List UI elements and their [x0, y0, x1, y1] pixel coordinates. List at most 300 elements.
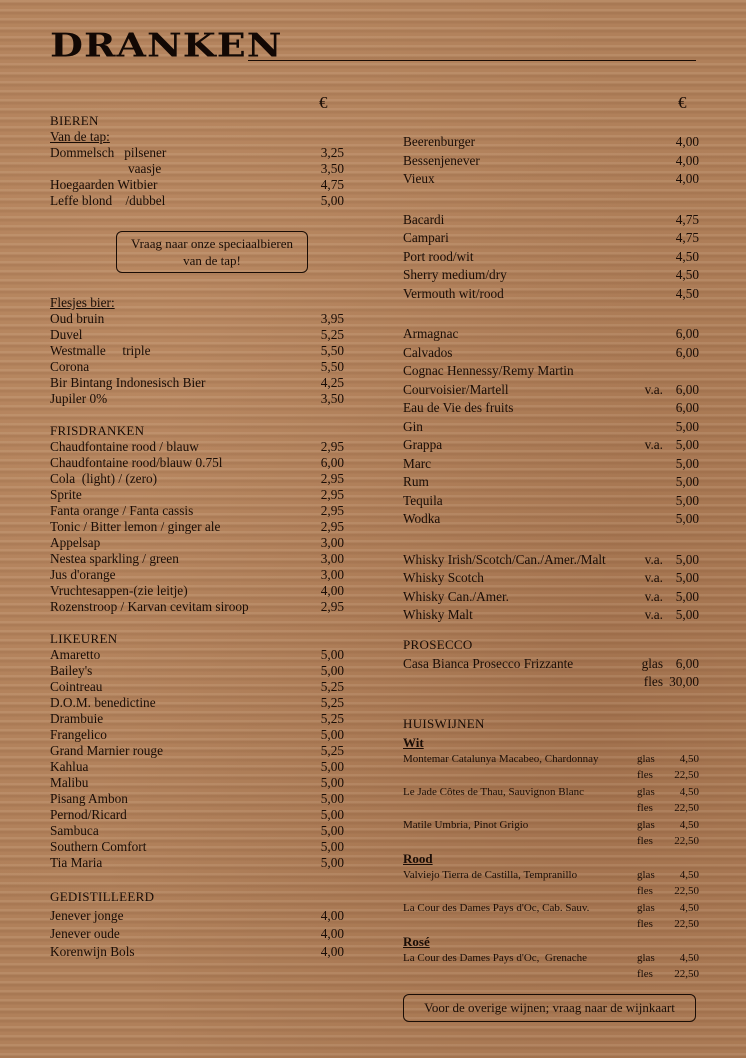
wine-name-spacer: [403, 916, 637, 933]
item-price: 5,00: [320, 663, 344, 678]
item-prefix: [631, 266, 663, 285]
item-prefix: [631, 344, 663, 363]
item-price: 6,00: [675, 326, 699, 341]
item-price: 2,95: [320, 439, 344, 454]
bottle-price: 22,50: [674, 885, 699, 897]
wine-row: [403, 767, 699, 784]
wine-row: [403, 900, 699, 917]
item-price: 6,00: [675, 381, 699, 397]
item-price: 5,00: [675, 437, 699, 452]
item-name: Bir Bintang Indonesisch Bier: [50, 375, 206, 390]
glass-price: 4,50: [679, 951, 699, 964]
menu-item: [403, 473, 699, 492]
glass-price: 4,50: [679, 868, 699, 881]
menu-item: [403, 551, 699, 570]
menu-item: [50, 519, 344, 535]
item-name: Malibu: [50, 775, 89, 790]
item-price: 4,25: [320, 375, 344, 390]
menu-item: [403, 344, 699, 363]
bottle-label: fles: [637, 885, 653, 897]
menu-item: [50, 535, 344, 551]
wine-glass-price: [637, 867, 699, 884]
menu-item: [50, 695, 344, 711]
item-prefix: [631, 510, 663, 529]
item-name: Chaudfontaine rood / blauw: [50, 439, 199, 454]
item-name: Bacardi: [403, 211, 445, 227]
item-price: 4,00: [675, 134, 699, 149]
item-price: [669, 362, 699, 381]
menu-item: [50, 567, 344, 583]
menu-item: [50, 311, 344, 327]
bottle-price: 22,50: [674, 968, 699, 980]
item-name: Rozenstroop / Karvan cevitam siroop: [50, 599, 249, 614]
item-price: 3,00: [320, 535, 344, 550]
bottle-price: 22,50: [674, 918, 699, 930]
item-price: 5,50: [320, 343, 344, 358]
wine-glass-price: [637, 817, 699, 834]
menu-item: [50, 743, 344, 759]
item-name: vaasje: [128, 161, 162, 176]
item-price: 4,00: [320, 926, 344, 941]
item-name: Marc: [403, 455, 432, 471]
bottle-price: 22,50: [674, 835, 699, 847]
item-price: 4,00: [320, 583, 344, 598]
item-name: Jenever oude: [50, 926, 120, 941]
right-column: [403, 133, 699, 983]
item-price: 5,00: [320, 759, 344, 774]
item-price: 5,25: [320, 327, 344, 342]
item-name: Casa Bianca Prosecco Frizzante: [403, 655, 574, 671]
item-price: 5,00: [320, 855, 344, 870]
glass-price: 4,50: [679, 901, 699, 914]
wine-name-spacer: [403, 800, 637, 817]
item-name: Jus d'orange: [50, 567, 116, 582]
bottle-label: fles: [637, 968, 653, 980]
liquor-group-1: [403, 133, 699, 189]
item-name: Rum: [403, 474, 429, 489]
bottle-label: fles: [637, 802, 653, 814]
menu-item: [50, 791, 344, 807]
menu-item: [50, 161, 344, 177]
item-price: 2,95: [320, 599, 344, 614]
wine-row: [403, 867, 699, 884]
item-name: Whisky Malt: [403, 607, 473, 622]
menu-item: [403, 211, 699, 230]
menu-item: [403, 152, 699, 171]
item-name: Southern Comfort: [50, 839, 147, 854]
item-name: Appelsap: [50, 535, 101, 550]
glass-label: glas: [637, 785, 655, 798]
prosecco-list: [403, 655, 699, 692]
item-price: 5,00: [675, 607, 699, 622]
item-price: 3,00: [320, 551, 344, 566]
glass-price: 4,50: [679, 752, 699, 765]
item-name: Fanta orange / Fanta cassis: [50, 503, 194, 518]
menu-item: [50, 727, 344, 743]
item-name: Oud bruin: [50, 311, 105, 326]
item-name: Vruchtesappen-(zie leitje): [50, 583, 188, 598]
glass-price: 4,50: [679, 785, 699, 798]
item-name: Whisky Can./Amer.: [403, 588, 509, 604]
item-name: Wodka: [403, 511, 441, 526]
item-name: Pisang Ambon: [50, 791, 128, 806]
item-prefix: [631, 362, 663, 381]
wijnkaart-callout: Voor de overige wijnen; vraag naar de wijnkaart: [403, 994, 696, 1022]
item-price: 6,00: [675, 344, 699, 360]
menu-item: [50, 375, 344, 391]
title-rule: [248, 60, 696, 61]
wine-row: [403, 817, 699, 834]
item-name: Eau de Vie des fruits: [403, 400, 514, 415]
wine-name: Montemar Catalunya Macabeo, Chardonnay: [403, 752, 599, 765]
item-name: Bailey's: [50, 663, 93, 678]
item-price: 5,25: [320, 711, 344, 726]
menu-item: [50, 391, 344, 407]
item-price: 5,00: [320, 791, 344, 806]
menu-item: [403, 492, 699, 511]
item-name: Duvel: [50, 327, 83, 342]
subheading-rose: Rosé: [403, 933, 430, 949]
item-name: Calvados: [403, 344, 453, 360]
menu-item: [403, 285, 699, 304]
wine-bottle-price: [637, 916, 699, 933]
item-price: 5,00: [675, 418, 699, 434]
item-name: [403, 673, 631, 692]
item-prefix: [631, 133, 663, 152]
menu-item: [403, 266, 699, 285]
liquor-group-2: [403, 211, 699, 304]
glass-price: 4,50: [679, 818, 699, 831]
item-prefix: fles: [643, 674, 663, 689]
item-price: 4,75: [675, 211, 699, 227]
item-name: Whisky Scotch: [403, 570, 484, 585]
wine-row: [403, 966, 699, 983]
menu-item: [50, 327, 344, 343]
liquor-group-3: [403, 325, 699, 529]
menu-item: [50, 599, 344, 615]
item-prefix: [631, 492, 663, 511]
wine-row: [403, 784, 699, 801]
item-name: Grand Marnier rouge: [50, 743, 163, 758]
item-price: 5,25: [320, 743, 344, 758]
item-price: 4,50: [675, 285, 699, 301]
item-price: 5,25: [320, 679, 344, 694]
item-name: Cognac Hennessy/Remy Martin: [403, 363, 574, 378]
wine-row: [403, 800, 699, 817]
item-prefix: [631, 211, 663, 230]
wine-glass-price: [637, 950, 699, 967]
item-price: 4,00: [675, 171, 699, 186]
rose-wine-list: [403, 950, 699, 983]
item-price: 6,00: [320, 455, 344, 470]
item-name: Chaudfontaine rood/blauw 0.75l: [50, 455, 223, 470]
item-price: 5,25: [320, 695, 344, 710]
menu-item: [403, 455, 699, 474]
menu-item: [403, 436, 699, 455]
item-price: 5,00: [320, 647, 344, 662]
item-name: Drambuie: [50, 711, 104, 726]
subheading-flesjes-bier: Flesjes bier:: [50, 295, 115, 310]
item-name: D.O.M. benedictine: [50, 695, 156, 710]
item-prefix: [631, 455, 663, 474]
item-prefix: [631, 325, 663, 344]
item-name: Sherry medium/dry: [403, 267, 507, 282]
tap-list: [50, 145, 344, 209]
likeuren-list: [50, 647, 344, 871]
currency-symbol-right: €: [678, 93, 687, 112]
bottle-label: fles: [637, 769, 653, 781]
item-name: Grappa: [403, 437, 443, 452]
rood-wine-list: [403, 867, 699, 933]
item-name: Vermouth wit/rood: [403, 285, 504, 301]
item-price: 3,95: [320, 311, 344, 326]
item-price: 2,95: [320, 487, 344, 502]
item-price: 5,00: [675, 474, 699, 489]
item-name: Beerenburger: [403, 134, 476, 149]
wine-name: La Cour des Dames Pays d'Oc, Cab. Sauv.: [403, 901, 590, 914]
menu-item: [50, 439, 344, 455]
wine-row: [403, 916, 699, 933]
item-prefix: [631, 170, 663, 189]
menu-item: [50, 759, 344, 775]
menu-item: [50, 663, 344, 679]
page-title: DRANKEN: [50, 26, 283, 65]
wine-row: [403, 950, 699, 967]
item-prefix: [631, 248, 663, 267]
item-prefix: v.a.: [644, 381, 663, 397]
glass-label: glas: [637, 752, 655, 765]
item-name: Cola (light) / (zero): [50, 471, 158, 486]
menu-item: [403, 569, 699, 588]
item-name: Cointreau: [50, 679, 103, 694]
menu-item: [403, 606, 699, 625]
wine-name: Valviejo Tierra de Castilla, Tempranillo: [403, 868, 578, 881]
wine-name-spacer: [403, 767, 637, 784]
item-name: Leffe blond /dubbel: [50, 193, 166, 208]
wine-name-spacer: [403, 966, 637, 983]
menu-item: [403, 133, 699, 152]
section-heading-bieren: BIEREN: [50, 113, 99, 128]
menu-item: [403, 325, 699, 344]
wine-row: [403, 833, 699, 850]
menu-item: [50, 343, 344, 359]
wine-name: Le Jade Côtes de Thau, Sauvignon Blanc: [403, 785, 584, 798]
item-price: 5,00: [675, 511, 699, 526]
whisky-group: [403, 551, 699, 625]
menu-item: [50, 359, 344, 375]
menu-item: [50, 807, 344, 823]
wine-name-spacer: [403, 883, 637, 900]
menu-item: [50, 145, 344, 161]
item-price: 4,75: [320, 177, 344, 192]
bottle-price: 22,50: [674, 802, 699, 814]
subheading-rood: Rood: [403, 850, 433, 866]
menu-item: [50, 583, 344, 599]
wine-bottle-price: [637, 767, 699, 784]
item-prefix: [631, 229, 663, 248]
item-name: Tequila: [403, 492, 443, 508]
item-price: 3,50: [320, 161, 344, 176]
item-name: Armagnac: [403, 326, 459, 341]
section-heading-gedistilleerd: GEDISTILLEERD: [50, 889, 155, 904]
item-name: Sambuca: [50, 823, 99, 838]
currency-symbol-left: €: [319, 93, 328, 112]
menu-item: [50, 839, 344, 855]
menu-item: [403, 510, 699, 529]
menu-item: [50, 711, 344, 727]
menu-item: [403, 673, 699, 692]
wine-bottle-price: [637, 800, 699, 817]
item-price: 2,95: [320, 519, 344, 534]
item-price: 5,50: [320, 359, 344, 374]
item-price: 6,00: [675, 655, 699, 671]
menu-item: [50, 177, 344, 193]
item-name: Amaretto: [50, 647, 101, 662]
item-prefix: [631, 399, 663, 418]
wine-glass-price: [637, 900, 699, 917]
item-name: Whisky Irish/Scotch/Can./Amer./Malt: [403, 551, 606, 567]
section-heading-huiswijnen: HUISWIJNEN: [403, 715, 485, 731]
item-price: 5,00: [675, 588, 699, 604]
item-price: 3,50: [320, 391, 344, 406]
item-prefix: [631, 285, 663, 304]
glass-label: glas: [637, 868, 655, 881]
glass-label: glas: [637, 818, 655, 831]
item-price: 5,00: [675, 455, 699, 471]
menu-item: [50, 823, 344, 839]
item-price: 5,00: [320, 823, 344, 838]
item-name: Dommelsch pilsener: [50, 145, 167, 160]
item-price: 5,00: [675, 492, 699, 508]
item-price: 5,00: [320, 775, 344, 790]
frisdranken-list: [50, 439, 344, 615]
item-name: Nestea sparkling / green: [50, 551, 179, 566]
wine-row: [403, 751, 699, 768]
item-prefix: v.a.: [644, 607, 663, 622]
item-name: Corona: [50, 359, 90, 374]
glass-label: glas: [637, 901, 655, 914]
item-name: Vieux: [403, 171, 435, 186]
menu-item: [403, 170, 699, 189]
section-heading-frisdranken: FRISDRANKEN: [50, 423, 145, 438]
glass-label: glas: [637, 951, 655, 964]
menu-item: [403, 418, 699, 437]
item-price: 6,00: [675, 400, 699, 415]
item-name: Tia Maria: [50, 855, 103, 870]
item-name: Jenever jonge: [50, 908, 124, 923]
item-price: 2,95: [320, 471, 344, 486]
wine-row: [403, 883, 699, 900]
item-name: Tonic / Bitter lemon / ginger ale: [50, 519, 221, 534]
item-price: 3,25: [320, 145, 344, 160]
bottle-price: 22,50: [674, 769, 699, 781]
menu-item: [403, 248, 699, 267]
menu-item: [50, 943, 344, 961]
item-price: 4,50: [675, 267, 699, 282]
menu-item: [50, 487, 344, 503]
menu-item: [50, 925, 344, 943]
wine-glass-price: [637, 751, 699, 768]
item-prefix: v.a.: [644, 588, 663, 604]
item-price: 5,00: [320, 193, 344, 208]
menu-item: [50, 855, 344, 871]
wine-bottle-price: [637, 883, 699, 900]
bottle-label: fles: [637, 835, 653, 847]
section-heading-prosecco: PROSECCO: [403, 636, 473, 652]
item-name: Courvoisier/Martell: [403, 381, 509, 397]
subheading-van-de-tap: Van de tap:: [50, 129, 110, 144]
wine-name-spacer: [403, 833, 637, 850]
item-prefix: glas: [641, 655, 663, 671]
menu-item: [50, 503, 344, 519]
item-price: 4,00: [320, 908, 344, 923]
item-prefix: v.a.: [644, 551, 663, 567]
item-price: 4,50: [675, 248, 699, 264]
menu-item: [50, 647, 344, 663]
menu-item: [403, 229, 699, 248]
menu-item: [403, 399, 699, 418]
item-price: 2,95: [320, 503, 344, 518]
menu-item: [50, 907, 344, 925]
item-name: Korenwijn Bols: [50, 944, 135, 959]
menu-item: [50, 471, 344, 487]
item-name: Campari: [403, 230, 449, 245]
wine-bottle-price: [637, 966, 699, 983]
menu-item: [50, 193, 344, 209]
item-price: 4,75: [675, 230, 699, 245]
item-price: 5,00: [320, 727, 344, 742]
item-price: 5,00: [320, 807, 344, 822]
menu-item: [50, 775, 344, 791]
item-name: Westmalle triple: [50, 343, 151, 358]
menu-item: [403, 655, 699, 674]
gedistilleerd-list: [50, 907, 344, 961]
left-column: [50, 113, 344, 961]
menu-item: [50, 679, 344, 695]
item-prefix: v.a.: [644, 570, 663, 585]
menu-item: [403, 588, 699, 607]
menu-item: [403, 362, 699, 381]
item-price: 5,00: [320, 839, 344, 854]
item-name: Port rood/wit: [403, 248, 474, 264]
item-name: Pernod/Ricard: [50, 807, 127, 822]
menu-item: [50, 455, 344, 471]
wine-name: La Cour des Dames Pays d'Oc, Grenache: [403, 951, 588, 964]
item-price: 5,00: [675, 570, 699, 585]
wine-name: Matile Umbria, Pinot Grigio: [403, 818, 529, 831]
item-price: 4,00: [320, 944, 344, 959]
item-price: 30,00: [669, 674, 699, 689]
item-name: Bessenjenever: [403, 152, 480, 168]
item-name: Hoegaarden Witbier: [50, 177, 158, 192]
item-prefix: [631, 418, 663, 437]
menu-item: [50, 551, 344, 567]
item-name: Jupiler 0%: [50, 391, 108, 406]
item-name: Gin: [403, 418, 423, 434]
wine-bottle-price: [637, 833, 699, 850]
wit-wine-list: [403, 751, 699, 850]
speciaalbieren-callout: [116, 231, 308, 273]
menu-item: [403, 381, 699, 400]
item-name: Kahlua: [50, 759, 89, 774]
item-prefix: [631, 473, 663, 492]
flesjes-list: [50, 311, 344, 407]
item-prefix: v.a.: [644, 437, 663, 452]
callout-line: Vraag naar onze speciaalbieren: [131, 236, 293, 251]
item-prefix: [631, 152, 663, 171]
item-name: Sprite: [50, 487, 82, 502]
subheading-wit: Wit: [403, 734, 424, 750]
